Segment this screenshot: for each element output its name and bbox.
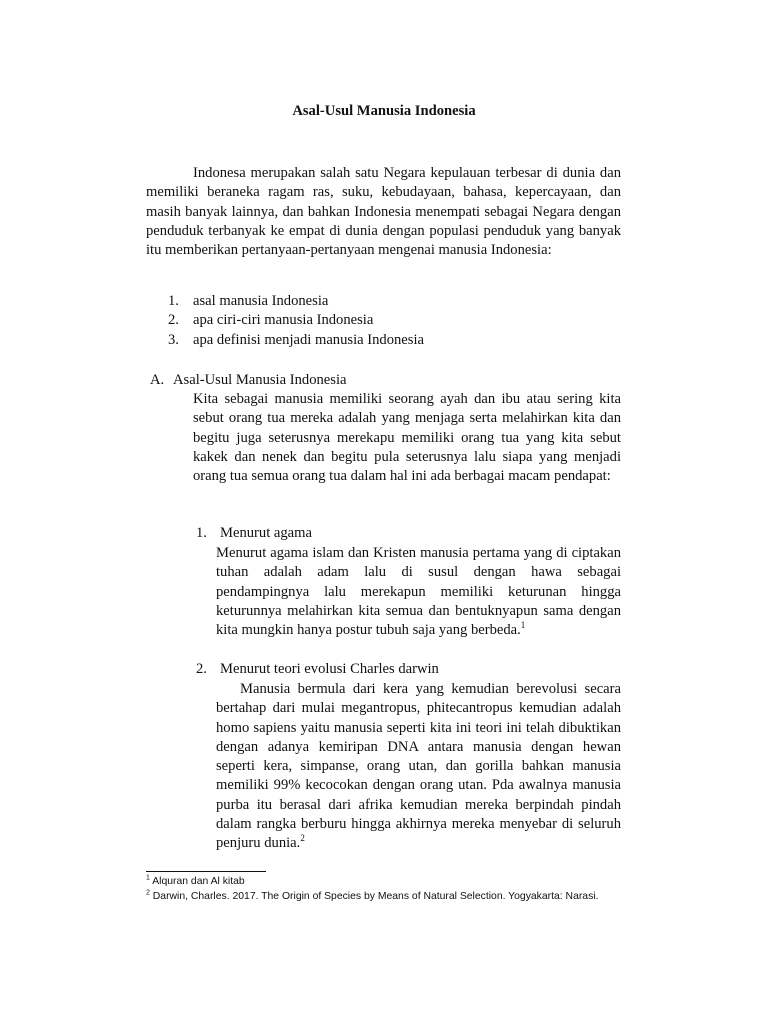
subsection-body-text: Manusia bermula dari kera yang kemudian berevolusi secara bertahap dari mulai megantropus, phitecantropus kemudian adalah homo sapiens yaitu manusia seperti kita ini teori ini telah dibuktikan dengan adanya kemiripan DNA antara manusia dengan hewan seperti kera, simpanse, orang utan, dan gorilla bahkan manusia memiliki 99% kecocokan dengan orang utan. Pda awalnya manusia purba itu berasal dari afrika kemudian mereka berpindah pindah dalam rangka berburu hingga akhirnya mereka menyebar di seluruh penjuru dunia.	[216, 681, 621, 852]
subsection-2-body	[216, 680, 621, 854]
footnotes	[146, 875, 626, 904]
list-item	[146, 331, 621, 350]
section-a-body: Kita sebagai manusia memiliki seorang ayah dan ibu atau sering kita sebut orang tua mereka adalah yang menjaga serta melahirkan kita dan begitu juga seterusnya merekapu memiliki orang tua yang kita sebut kakek dan nenek dan begitu pula seterusnya lalu siapa yang menjadi orang tua semua orang tua dalam hal ini ada berbagai macam pendapat:	[193, 391, 621, 485]
subsection-1-heading	[196, 524, 620, 543]
list-item-text: apa definisi menjadi manusia Indonesia	[193, 331, 424, 348]
footnote-reference[interactable]: 2	[300, 833, 305, 844]
footnote-text: Alquran dan Al kitab	[149, 876, 245, 887]
section-heading-text: Asal-Usul Manusia Indonesia	[173, 372, 347, 388]
footnote-reference[interactable]: 1	[520, 620, 526, 631]
subsection-2-heading	[196, 660, 620, 679]
list-item	[146, 292, 621, 311]
section-letter: A.	[150, 372, 165, 388]
subsection-body-text: Menurut agama islam dan Kristen manusia pertama yang di ciptakan tuhan adalah adam lalu di susul dengan hawa sebagai pendampingnya lalu merekapun memiliki keturunan hingga keturunnya melahirkan kita semua dan bentuknyapun sama dengan kita mungkin hanya postur tubuh saja yang berbeda.	[216, 545, 621, 639]
subsection-1-body	[216, 544, 621, 640]
subsection-heading-text: Menurut agama	[220, 525, 312, 541]
subsection-number: 1.	[196, 525, 207, 541]
section-a-heading	[150, 371, 620, 390]
subsection-number: 2.	[196, 661, 207, 677]
subsection-heading-text: Menurut teori evolusi Charles darwin	[220, 661, 439, 677]
list-item-text: apa ciri-ciri manusia Indonesia	[193, 312, 374, 329]
list-item-text: asal manusia Indonesia	[193, 293, 329, 309]
footnote-item	[146, 875, 626, 890]
footnote-number: 2	[146, 889, 150, 897]
list-item-number: 1.	[168, 293, 179, 309]
question-list	[146, 292, 621, 350]
list-item-number: 2.	[168, 312, 179, 329]
page-title: Asal-Usul Manusia Indonesia	[292, 103, 476, 119]
list-item	[146, 311, 621, 330]
footnote-text: Darwin, Charles. 2017. The Origin of Species by Means of Natural Selection. Yogyakarta: Narasi.	[149, 890, 599, 902]
footnote-number: 1	[146, 874, 150, 882]
footnote-item	[146, 890, 626, 905]
footnote-separator	[146, 871, 266, 872]
list-item-number: 3.	[168, 331, 179, 348]
intro-paragraph: Indonesa merupakan salah satu Negara kepulauan terbesar di dunia dan memiliki beraneka ragam ras, suku, kebudayaan, bahasa, kepercayaan, dan masih banyak lainnya, dan bahkan Indonesia menempati sebagai Negara dengan penduduk terbanyak ke empat di dunia dengan populasi penduduk yang banyak itu memberikan pertanyaan-pertanyaan mengenai manusia Indonesia:	[146, 165, 621, 259]
